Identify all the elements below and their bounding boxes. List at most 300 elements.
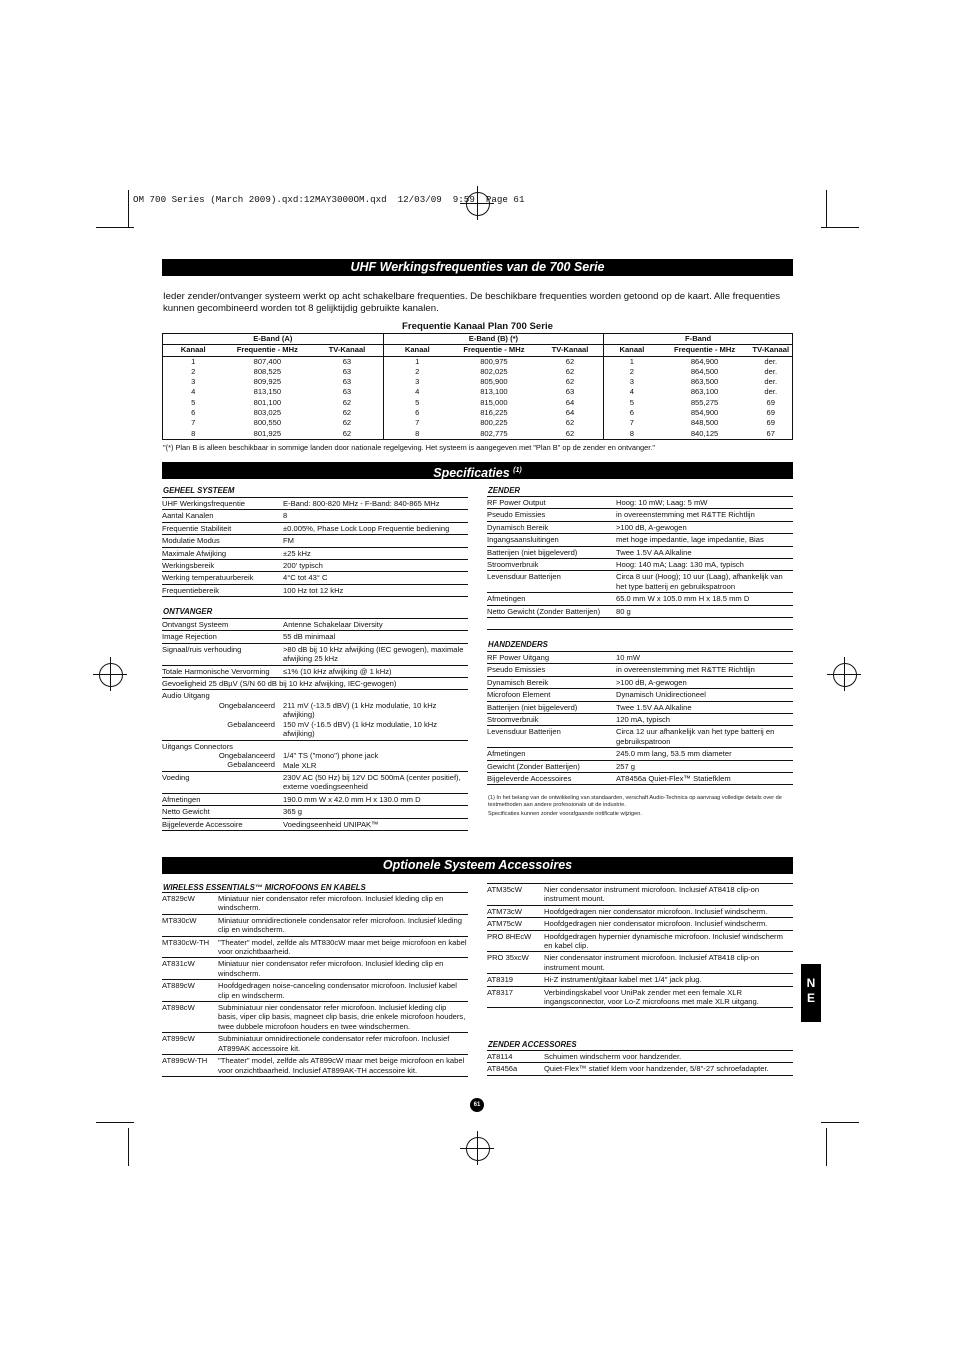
wireless-table [162, 892, 468, 1077]
zender-heading: ZENDER [488, 486, 521, 495]
spec-label: Totale Harmonische Vervorming [162, 665, 283, 677]
spec-value [283, 690, 468, 740]
frequency-table-caption: Frequentie Kanaal Plan 700 Serie [402, 321, 553, 332]
spec-sublabel: Gebalanceerd [227, 719, 275, 729]
table-cell: 801,100 [253, 397, 282, 407]
table-row [487, 986, 793, 1008]
spec-value: 4°C tot 43° C [283, 572, 468, 584]
spec-value: 200' typisch [283, 560, 468, 572]
registration-mark [833, 663, 857, 687]
slug-line: OM 700 Series (March 2009).qxd:12MAY3000OM.qxd 12/03/09 9:59 Page 61 [133, 194, 525, 205]
spec-value: in overeenstemming met R&TTE Richtlijn [616, 509, 793, 521]
table-cell: 863,500 [690, 377, 719, 387]
table-row [163, 429, 793, 440]
table-cell: 4 [163, 387, 224, 397]
table-cell: 813,150 [253, 387, 282, 397]
band-header: E-Band (A) [163, 334, 384, 345]
table-cell: 864,500 [690, 366, 719, 376]
spec-label: Dynamisch Bereik [487, 676, 616, 688]
spec-label: Werkingsbereik [162, 560, 283, 572]
table-cell: 816,225 [480, 408, 508, 418]
crop-mark [826, 1128, 827, 1166]
geheel-table [162, 497, 468, 597]
spec-value: Hoofdgedragen nier condensator microfoon. Inclusief windscherm. [544, 918, 793, 930]
table-cell: 1 [383, 356, 451, 367]
column-header: TV-Kanaal [537, 345, 604, 356]
spec-value: 8 [283, 510, 468, 522]
spec-note: Specificaties kunnen zonder voorafgaande notificatie wijzigen. [488, 811, 642, 817]
spec-label: Bijgeleverde Accessoire [162, 818, 283, 830]
spec-value: Antenne Schakelaar Diversity [283, 619, 468, 631]
spec-label: Afmetingen [487, 593, 616, 605]
spec-label: AT8319 [487, 974, 544, 986]
spec-value: Twee 1.5V AA Alkaline [616, 546, 793, 558]
spec-label: Batterijen (niet bijgeleverd) [487, 546, 616, 558]
spec-value: 365 g [283, 806, 468, 818]
spec-label: Signaal/ruis verhouding [162, 643, 283, 665]
spec-label: RF Power Uitgang [487, 652, 616, 664]
spec-label: Pseudo Emissies [487, 664, 616, 676]
table-cell: 62 [342, 418, 352, 428]
table-row [487, 497, 793, 509]
wireless-heading: WIRELESS ESSENTIALS™ MICROFOONS EN KABELS [163, 883, 366, 892]
table-cell: 8 [383, 429, 451, 440]
spec-label: AT889cW [162, 980, 218, 1002]
table-row [487, 701, 793, 713]
spec-value: Subminiatuur omnidirectionele condensator refer microfoon. Inclusief AT899AK accessoire kit. [218, 1033, 468, 1055]
table-row [163, 356, 793, 367]
spec-label: ATM73cW [487, 905, 544, 917]
table-row [162, 690, 468, 740]
table-cell: 2 [383, 367, 451, 377]
table-row [162, 572, 468, 584]
spec-label: AT8114 [487, 1051, 544, 1063]
spec-value: 80 g [616, 605, 793, 617]
crop-mark [821, 1122, 859, 1123]
spec-label: Voeding [162, 772, 283, 794]
table-row [487, 748, 793, 760]
table-row [487, 1051, 793, 1063]
spec-value: Hoofdgedragen hypernier dynamische microfoon. Inclusief windscherm en kabel clip. [544, 930, 793, 952]
spec-subvalue: 150 mV (-16.5 dBV) (1 kHz modulatie, 10 kHz afwijking) [283, 719, 438, 739]
frequency-footnote: "(*) Plan B is alleen beschikbaar in sommige landen door nationale regelgeving. Het systeem is aangegeven met "Plan B" op de zender en ontvanger." [163, 443, 656, 452]
spec-label [162, 740, 283, 771]
crop-mark [128, 190, 129, 228]
table-cell: 7 [383, 418, 451, 428]
spec-value: in overeenstemming met R&TTE Richtlijn [616, 664, 793, 676]
column-header: Kanaal [383, 345, 451, 356]
table-row [162, 510, 468, 522]
registration-mark [460, 1148, 494, 1149]
table-row [487, 509, 793, 521]
spec-label: AT899cW [162, 1033, 218, 1055]
spec-subvalue: 211 mV (-13.5 dBV) (1 kHz modulatie, 10 kHz afwijking) [283, 700, 437, 720]
table-cell: 62 [565, 418, 575, 428]
spec-subvalue: 1/4" TS ("mono") phone jack [283, 751, 379, 761]
table-cell: 3 [383, 377, 451, 387]
spec-value: 10 mW [616, 652, 793, 664]
table-row [162, 547, 468, 559]
table-row [162, 1033, 468, 1055]
spec-value: 190.0 mm W x 42.0 mm H x 130.0 mm D [283, 793, 468, 805]
table-row [487, 884, 793, 906]
table-row [487, 773, 793, 785]
table-cell: 864,900 [690, 356, 719, 366]
table-cell: 1 [163, 356, 224, 367]
spec-value: 65.0 mm W x 105.0 mm H x 18.5 mm D [616, 593, 793, 605]
column-header: Kanaal [163, 345, 224, 356]
spec-value: Twee 1.5V AA Alkaline [616, 701, 793, 713]
table-cell: 62 [311, 429, 383, 440]
intro-text: Ieder zender/ontvanger systeem werkt op acht schakelbare frequenties. De beschikbare frequenties worden getoond op de kaart. Alle frequenties kunnen gecombineerd worden tot 8 gelijktijdig gebruikte kanalen. [163, 291, 781, 314]
table-row [487, 952, 793, 974]
table-row [163, 367, 793, 377]
table-row [487, 605, 793, 617]
spec-value: FM [283, 535, 468, 547]
table-cell: der. [749, 356, 792, 367]
page-number: 61 [470, 1098, 484, 1112]
spec-label: Levensduur Batterijen [487, 726, 616, 748]
registration-mark [827, 674, 861, 675]
table-cell: 3 [604, 377, 660, 387]
spec-label: AT829cW [162, 893, 218, 915]
table-row [163, 418, 793, 428]
table-row [162, 619, 468, 631]
spec-value: AT8456a Quiet-Flex™ Statiefklem [616, 773, 793, 785]
spec-value: 257 g [616, 760, 793, 772]
spec-value: ±25 kHz [283, 547, 468, 559]
table-cell: 62 [565, 377, 575, 387]
table-cell: 855,275 [690, 397, 719, 407]
spec-sublabel: Ongebalanceerd [218, 751, 275, 761]
spec-value: Hi-Z instrument/gitaar kabel met 1/4" jack plug. [544, 974, 793, 986]
spec-value: "Theater" model, zelfde als AT899cW maar met beige microfoon en kabel voor onzichtbaarheid. Inclusief AT899AK-TH accessoire kit. [218, 1055, 468, 1077]
table-cell: 6 [604, 408, 660, 418]
table-cell: 63 [342, 356, 352, 366]
table-cell: 863,100 [690, 387, 719, 397]
table-cell: 2 [163, 367, 224, 377]
spec-label: AT899cW-TH [162, 1055, 218, 1077]
zender-accessories-heading: ZENDER ACCESSORES [488, 1040, 577, 1049]
table-cell: 808,525 [253, 366, 282, 376]
spec-value: 120 mA, typisch [616, 714, 793, 726]
table-row [162, 980, 468, 1002]
spec-label: Werking temperatuurbereik [162, 572, 283, 584]
registration-mark [99, 663, 123, 687]
table-row [487, 593, 793, 605]
table-cell: 848,500 [690, 418, 719, 428]
table-cell: 5 [604, 398, 660, 408]
column-header: TV-Kanaal [749, 345, 792, 356]
column-header: Frequentie - MHz [451, 345, 537, 356]
spec-value: Hoog: 10 mW; Laag: 5 mW [616, 497, 793, 509]
spec-label: Maximale Afwijking [162, 547, 283, 559]
table-cell: 802,775 [451, 429, 537, 440]
table-cell: 64 [565, 408, 575, 418]
table-cell: 6 [383, 408, 451, 418]
band-header: E-Band (B) (*) [383, 334, 604, 345]
table-cell: 62 [342, 397, 352, 407]
table-cell: 805,900 [480, 377, 508, 387]
spec-label: AT8456a [487, 1063, 544, 1075]
table-row [162, 560, 468, 572]
table-row [487, 559, 793, 571]
spec-label: UHF Werkingsfrequentie [162, 498, 283, 510]
table-row [162, 1055, 468, 1077]
spec-label [162, 690, 283, 740]
table-row [162, 958, 468, 980]
ontvanger-heading: ONTVANGER [163, 607, 213, 616]
spec-label: Dynamisch Bereik [487, 521, 616, 533]
spec-value: Voedingseenheid UNIPAK™ [283, 818, 468, 830]
table-row [162, 772, 468, 794]
table-row [163, 408, 793, 418]
band-header: F-Band [604, 334, 793, 345]
table-row [162, 498, 468, 510]
spec-value: Hoofdgedragen noise-canceling condensator microfoon. Inclusief kabel clip en windscherm. [218, 980, 468, 1002]
column-header: Frequentie - MHz [660, 345, 750, 356]
spec-value: >80 dB bij 10 kHz afwijking (IEC gewogen), maximale afwijking 25 kHz [283, 643, 468, 665]
table-row [487, 534, 793, 546]
table-row [162, 584, 468, 596]
table-cell: 800,225 [480, 418, 508, 428]
spec-label: Afmetingen [162, 793, 283, 805]
table-row [162, 678, 468, 690]
spec-group-label: Uitgangs Connectors [162, 741, 233, 751]
table-row [487, 571, 793, 593]
table-cell: 63 [342, 387, 352, 397]
crop-mark [826, 190, 827, 228]
table-row [487, 918, 793, 930]
zender-accessories-table [487, 1050, 793, 1076]
spec-label: Bijgeleverde Accessoires [487, 773, 616, 785]
table-row [162, 893, 468, 915]
spec-label: Batterijen (niet bijgeleverd) [487, 701, 616, 713]
spec-label: MT830cW-TH [162, 936, 218, 958]
frequency-table [162, 333, 793, 440]
spec-value: Quiet-Flex™ statief klem voor handzender, 5/8"-27 schroefadapter. [544, 1063, 793, 1075]
table-row [162, 740, 468, 771]
spec-value: Circa 8 uur (Hoog); 10 uur (Laag), afhankelijk van het type batterij en gebruikspatroon [616, 571, 793, 593]
table-row [487, 664, 793, 676]
crop-mark [96, 1122, 134, 1123]
table-cell: 854,900 [690, 408, 719, 418]
spec-label: Netto Gewicht [162, 806, 283, 818]
spec-label: Microfoon Element [487, 689, 616, 701]
spec-subvalue: Male XLR [283, 760, 317, 770]
spec-label: PRO 8HEcW [487, 930, 544, 952]
table-cell: 3 [163, 377, 224, 387]
spec-value: ≤1% (10 kHz afwijking @ 1 kHz) [283, 665, 468, 677]
spec-value: E-Band: 800-820 MHz - F-Band: 840-865 MHz [283, 498, 468, 510]
table-row [162, 914, 468, 936]
table-cell: 62 [565, 356, 575, 366]
column-header: Kanaal [604, 345, 660, 356]
table-cell: 800,975 [480, 356, 508, 366]
table-cell: 815,000 [480, 397, 508, 407]
table-cell: 8 [604, 429, 660, 440]
table-cell: 809,925 [253, 377, 282, 387]
spec-group-label: Audio Uitgang [162, 691, 210, 701]
table-row [487, 714, 793, 726]
spec-label: Levensduur Batterijen [487, 571, 616, 593]
geheel-heading: GEHEEL SYSTEEM [163, 486, 235, 495]
spec-value: Circa 12 uur afhankelijk van het type batterij en gebruikspatroon [616, 726, 793, 748]
spec-label: AT898cW [162, 1002, 218, 1033]
registration-mark [93, 674, 127, 675]
table-cell: 4 [383, 387, 451, 397]
table-row [487, 546, 793, 558]
spec-label [487, 618, 616, 630]
crop-mark [128, 1128, 129, 1166]
spec-note: (1) In het belang van de ontwikkeling van standaarden, verschaft Audio-Technica op aanvraag volledige details over de testmethoden aan andere professionals uit de industrie. [488, 795, 782, 808]
section-title-specs: Specificaties $^{(1)}$ [162, 462, 793, 479]
table-row [162, 643, 468, 665]
table-cell: 67 [749, 429, 792, 440]
table-row [163, 377, 793, 387]
table-cell: 803,025 [253, 408, 282, 418]
spec-label: Netto Gewicht (Zonder Batterijen) [487, 605, 616, 617]
spec-sublabel: Ongebalanceerd [218, 700, 275, 710]
spec-label: Gewicht (Zonder Batterijen) [487, 760, 616, 772]
spec-label: Ontvangst Systeem [162, 619, 283, 631]
table-row [487, 974, 793, 986]
table-cell: 813,100 [480, 387, 508, 397]
handzenders-table [487, 651, 793, 785]
spec-value: >100 dB, A-gewogen [616, 676, 793, 688]
table-cell: 4 [604, 387, 660, 397]
spec-value [283, 740, 468, 771]
table-cell: 802,025 [480, 366, 508, 376]
spec-sublabel: Gebalanceerd [227, 760, 275, 770]
table-row [162, 522, 468, 534]
spec-label: Aantal Kanalen [162, 510, 283, 522]
table-cell: 8 [163, 429, 224, 440]
spec-value: 230V AC (50 Hz) bij 12V DC 500mA (center positief), externe voedingseenheid [283, 772, 468, 794]
table-cell: 63 [342, 366, 352, 376]
spec-value: Hoofdgedragen nier condensator microfoon. Inclusief windscherm. [544, 905, 793, 917]
spec-label: AT8317 [487, 986, 544, 1008]
table-cell: 2 [604, 367, 660, 377]
spec-value: 100 Hz tot 12 kHz [283, 584, 468, 596]
spec-label: Pseudo Emissies [487, 509, 616, 521]
column-header: Frequentie - MHz [223, 345, 311, 356]
ontvanger-table [162, 618, 468, 831]
table-cell: der. [749, 377, 792, 387]
spec-label: MT830cW [162, 914, 218, 936]
table-row [487, 1063, 793, 1075]
spec-label: AT831cW [162, 958, 218, 980]
table-cell: 1 [604, 356, 660, 367]
table-row [163, 387, 793, 397]
spec-value: 55 dB minimaal [283, 631, 468, 643]
table-cell: 69 [749, 408, 792, 418]
table-row [487, 760, 793, 772]
spec-label: Ingangsaansluitingen [487, 534, 616, 546]
table-cell: 807,400 [253, 356, 282, 366]
table-row [487, 521, 793, 533]
table-cell: 63 [565, 387, 575, 397]
spec-value: Miniatuur nier condensator refer microfoon. Inclusief kleding clip en windscherm. [218, 958, 468, 980]
column-header: TV-Kanaal [311, 345, 383, 356]
section-title-accessories: Optionele Systeem Accessoires [162, 857, 793, 874]
handzenders-heading: HANDZENDERS [488, 640, 548, 649]
table-row [487, 652, 793, 664]
spec-value: Nier condensator instrument microfoon. Inclusief AT8418 clip-on instrument mount. [544, 952, 793, 974]
spec-value: Hoog: 140 mA; Laag: 130 mA, typisch [616, 559, 793, 571]
table-cell: 800,550 [253, 418, 282, 428]
spec-value: met hoge impedantie, lage impedantie, Bias [616, 534, 793, 546]
spec-value: 245.0 mm lang, 53.5 mm diameter [616, 748, 793, 760]
table-row [487, 726, 793, 748]
table-cell: 5 [163, 398, 224, 408]
table-cell: 5 [383, 398, 451, 408]
spec-label: Modulatie Modus [162, 535, 283, 547]
table-row [162, 631, 468, 643]
table-row [162, 1002, 468, 1033]
table-cell: 7 [163, 418, 224, 428]
table-cell: 62 [537, 429, 604, 440]
table-cell: 7 [604, 418, 660, 428]
table-cell: 801,925 [223, 429, 311, 440]
registration-mark [466, 1137, 490, 1161]
table-row [162, 806, 468, 818]
table-row [487, 905, 793, 917]
spec-label: RF Power Output [487, 497, 616, 509]
table-row [162, 535, 468, 547]
section-title-uhf: UHF Werkingsfrequenties van de 700 Serie [162, 259, 793, 276]
language-tab: N E [801, 964, 821, 1022]
table-cell: 69 [749, 418, 792, 428]
table-cell: 62 [565, 366, 575, 376]
table-cell: 6 [163, 408, 224, 418]
spec-value: Miniatuur nier condensator refer microfoon. Inclusief kleding clip en windscherm. [218, 893, 468, 915]
table-row [487, 689, 793, 701]
spec-label: Frequentiebereik [162, 584, 283, 596]
spec-value: Subminiatuur nier condensator refer microfoon. Inclusief kleding clip basis, viper clip basis, magneet clip basis, drie enkele microfoon houders, twee dubbele microfoon houders en twee windschermen. [218, 1002, 468, 1033]
table-cell: 63 [342, 377, 352, 387]
table-row [487, 676, 793, 688]
zender-table [487, 496, 793, 630]
table-row [162, 665, 468, 677]
table-cell: der. [749, 367, 792, 377]
spec-value: Miniatuur omnidirectionele condensator refer microfoon. Inclusief kleding clip en windscherm. [218, 914, 468, 936]
spec-value: ±0.005%, Phase Lock Loop Frequentie bediening [283, 522, 468, 534]
table-cell: 62 [342, 408, 352, 418]
table-cell: 840,125 [660, 429, 750, 440]
table-cell: der. [749, 387, 792, 397]
table-row [162, 936, 468, 958]
spec-value: Schuimen windscherm voor handzender. [544, 1051, 793, 1063]
spec-label: Afmetingen [487, 748, 616, 760]
spec-value: >100 dB, A-gewogen [616, 521, 793, 533]
table-cell: 64 [565, 397, 575, 407]
table-row [163, 398, 793, 408]
table-row [487, 618, 793, 630]
spec-label: ATM35cW [487, 884, 544, 906]
table-row [162, 818, 468, 830]
spec-value: Dynamisch Unidirectioneel [616, 689, 793, 701]
spec-value: Nier condensator instrument microfoon. Inclusief AT8418 clip-on instrument mount. [544, 884, 793, 906]
table-row [162, 793, 468, 805]
table-cell: 69 [749, 398, 792, 408]
spec-label: PRO 35xcW [487, 952, 544, 974]
spec-label: ATM75cW [487, 918, 544, 930]
spec-label: Stroomverbruik [487, 714, 616, 726]
spec-label: Frequentie Stabiliteit [162, 522, 283, 534]
spec-label: Stroomverbruik [487, 559, 616, 571]
spec-value [616, 618, 793, 630]
